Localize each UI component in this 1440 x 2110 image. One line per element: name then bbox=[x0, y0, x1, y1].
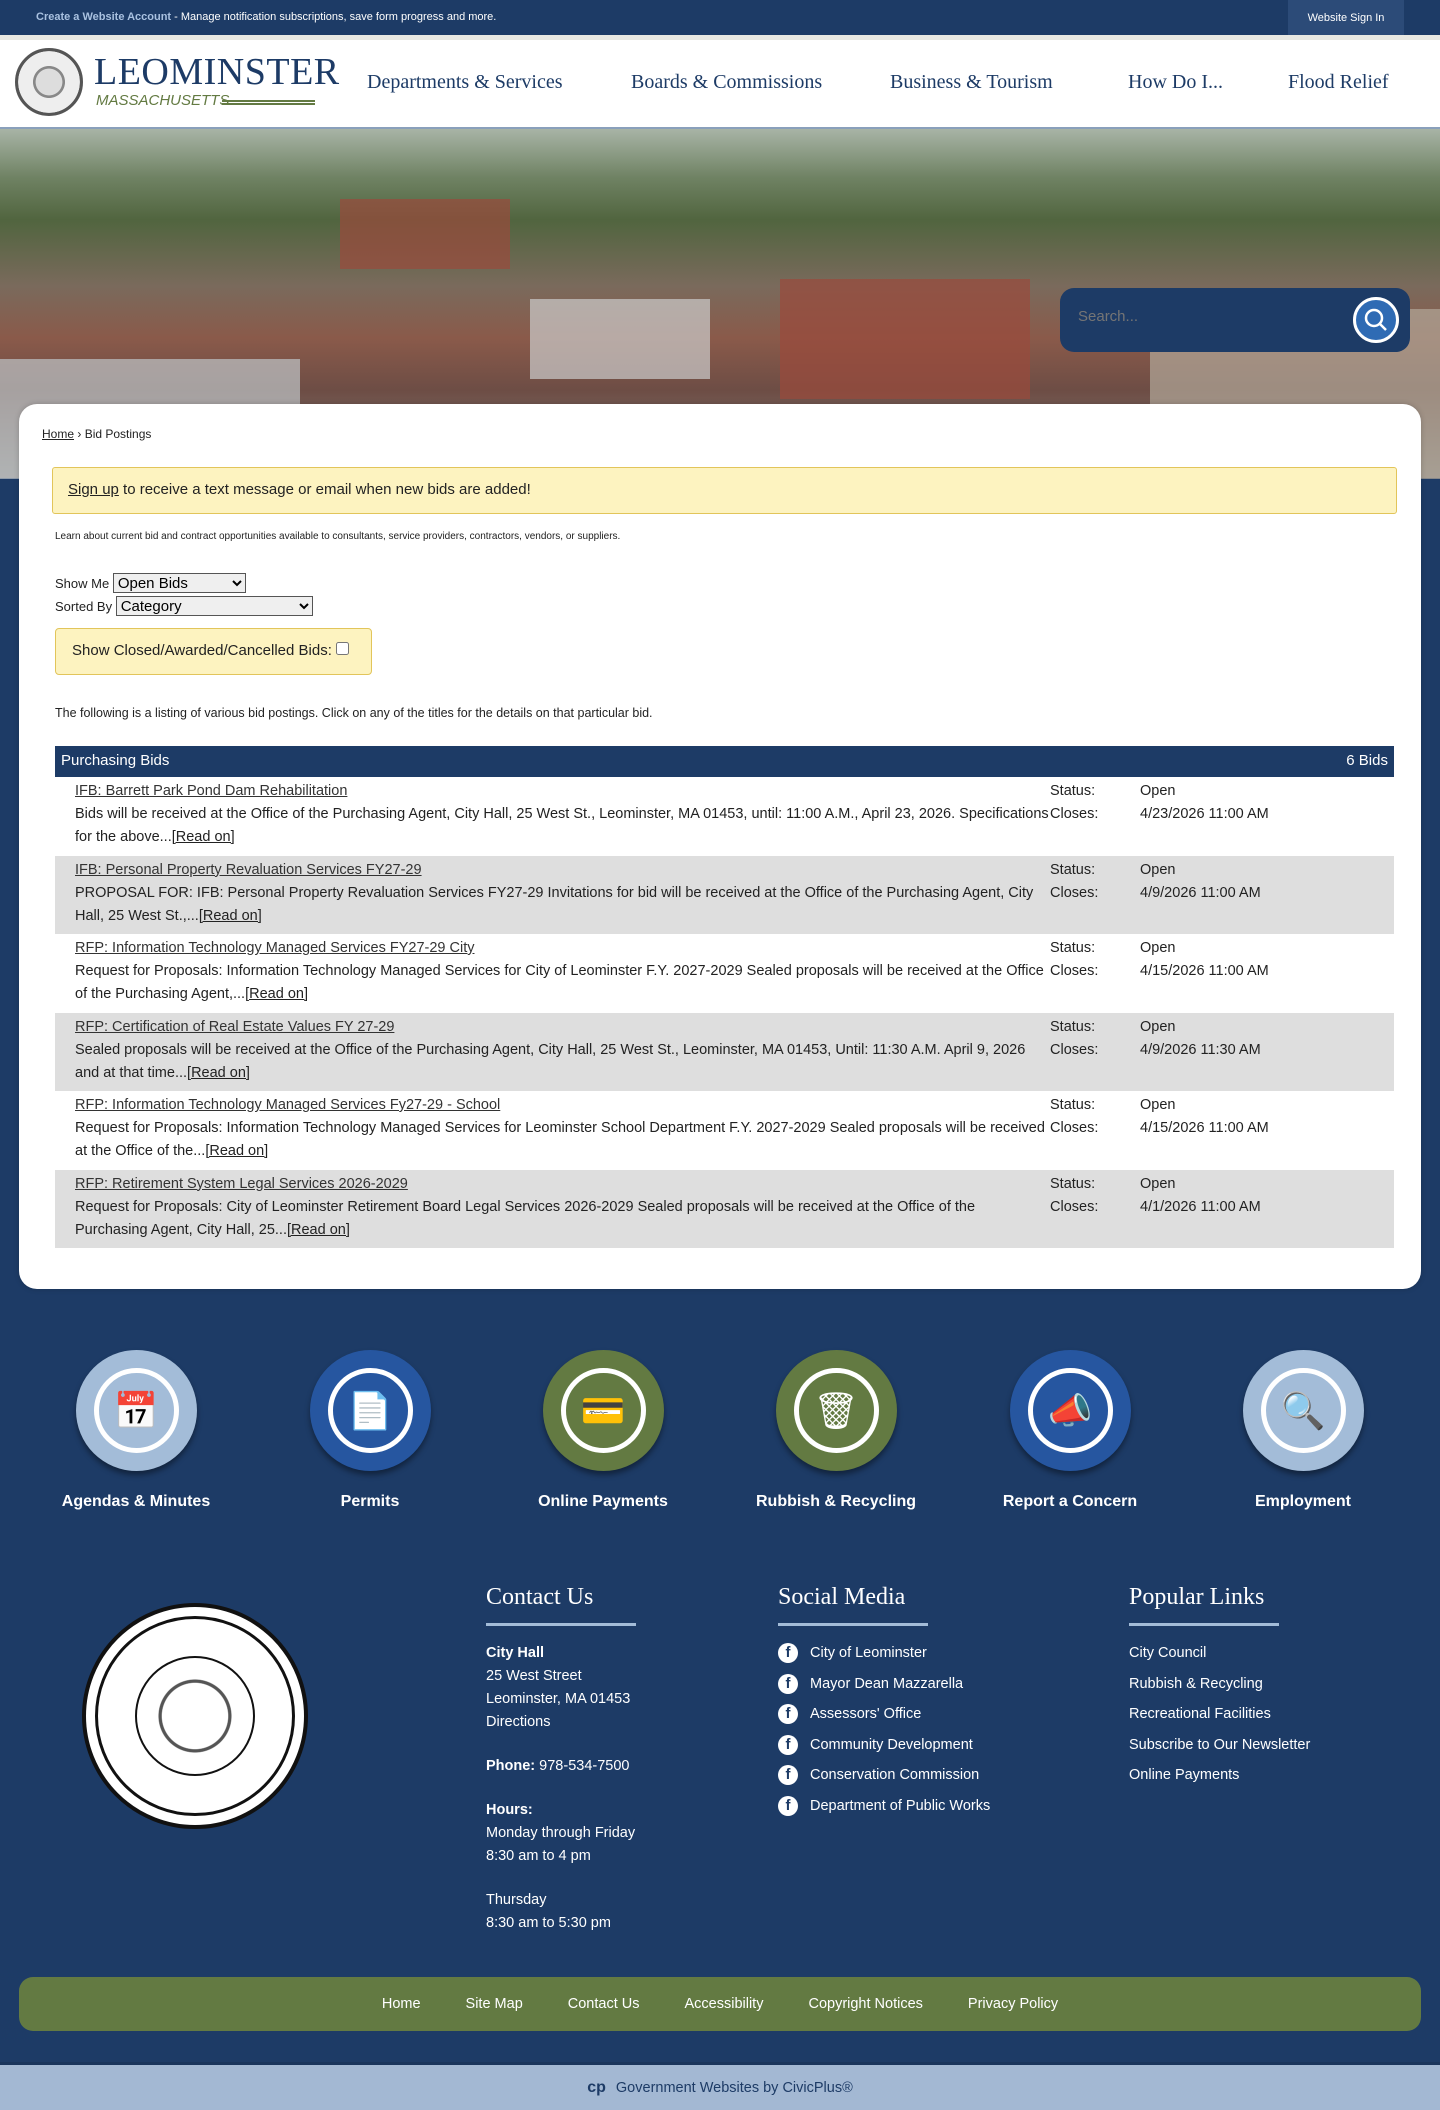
show-me-filter bbox=[55, 573, 246, 593]
civicplus-logo-icon: cp bbox=[587, 2078, 606, 2096]
footer-link[interactable]: Privacy Policy bbox=[967, 1996, 1059, 2012]
quick-link-label: Rubbish & Recycling bbox=[755, 1493, 917, 1510]
bid-category-header bbox=[55, 746, 1394, 777]
social-heading: Social Media bbox=[778, 1584, 928, 1626]
bid-row bbox=[55, 777, 1394, 856]
footer-link[interactable]: Accessibility bbox=[684, 1996, 764, 2012]
status-value: Open bbox=[1140, 783, 1176, 799]
bid-title-link[interactable]: IFB: Personal Property Revaluation Services FY27-29 bbox=[75, 861, 422, 878]
bid-title-link[interactable]: RFP: Information Technology Managed Services FY27-29 City bbox=[75, 940, 475, 956]
bid-status-labels bbox=[1050, 1173, 1098, 1219]
account-message-text: - Manage notification subscriptions, save form progress and more. bbox=[171, 11, 497, 23]
bid-description bbox=[75, 1196, 1050, 1242]
closes-value: 4/1/2026 11:00 AM bbox=[1140, 1198, 1261, 1215]
quick-link-employment[interactable] bbox=[1203, 1350, 1403, 1511]
facebook-icon: f bbox=[778, 1674, 798, 1694]
closes-label: Closes: bbox=[1050, 1041, 1099, 1058]
quick-link-permits[interactable] bbox=[270, 1350, 470, 1511]
bid-description-text: PROPOSAL FOR: IFB: Personal Property Revaluation Services FY27-29 Invitations for bid will be received at the Office of the Purchasing Agent, City Hall, 25 West St.,... bbox=[75, 884, 1034, 924]
bid-row bbox=[55, 1091, 1394, 1170]
show-closed-box bbox=[55, 628, 372, 675]
nav-departments-services[interactable]: Departments & Services bbox=[367, 71, 563, 93]
bid-status-values bbox=[1140, 1173, 1261, 1219]
listing-note: The following is a listing of various bid postings. Click on any of the titles for the details on that particular bid. bbox=[55, 706, 653, 720]
search-button[interactable] bbox=[1353, 297, 1399, 343]
megaphone-icon: 📣 bbox=[1028, 1368, 1113, 1453]
bid-description bbox=[75, 882, 1050, 928]
phone-label: Phone: bbox=[486, 1758, 536, 1774]
closes-value: 4/15/2026 11:00 AM bbox=[1140, 963, 1269, 979]
breadcrumb bbox=[42, 427, 151, 441]
hours-thursday-time: 8:30 am to 5:30 pm bbox=[486, 1915, 611, 1931]
bid-description bbox=[75, 960, 1050, 1006]
closes-value: 4/9/2026 11:00 AM bbox=[1140, 884, 1261, 901]
status-value: Open bbox=[1140, 940, 1176, 956]
status-value: Open bbox=[1140, 861, 1176, 878]
bid-status-labels bbox=[1050, 1016, 1098, 1062]
bid-description-text: Request for Proposals: City of Leominster Retirement Board Legal Services 2026-2029 Sealed proposals will be received at the Office of the Purchasing Agent, City Hall, 25... bbox=[75, 1198, 976, 1238]
status-label: Status: bbox=[1050, 1018, 1096, 1035]
nav-business-tourism[interactable]: Business & Tourism bbox=[890, 71, 1053, 93]
show-me-select[interactable] bbox=[113, 573, 246, 593]
bid-status-values bbox=[1140, 1094, 1269, 1140]
bid-title-link[interactable]: RFP: Certification of Real Estate Values FY 27-29 bbox=[75, 1018, 395, 1035]
popular-link[interactable]: Subscribe to Our Newsletter bbox=[1129, 1736, 1311, 1753]
bid-status-values bbox=[1140, 859, 1261, 905]
website-sign-in-button[interactable]: Website Sign In bbox=[1288, 0, 1404, 35]
sorted-by-filter bbox=[55, 596, 313, 616]
permit-document-icon: 📄 bbox=[328, 1368, 413, 1453]
social-link-label: Mayor Dean Mazzarella bbox=[810, 1675, 964, 1692]
hours-label: Hours: bbox=[486, 1802, 533, 1818]
popular-column bbox=[1129, 1584, 1310, 1791]
search-box bbox=[1060, 288, 1410, 352]
read-on-link[interactable]: [Read on] bbox=[171, 829, 235, 845]
calendar-clock-icon: 📅 bbox=[94, 1368, 179, 1453]
breadcrumb-current: Bid Postings bbox=[84, 427, 152, 441]
directions-link[interactable]: Directions bbox=[486, 1714, 551, 1730]
create-account-link[interactable]: Create a Website Account bbox=[36, 11, 172, 23]
closes-label: Closes: bbox=[1050, 963, 1099, 979]
nav-boards-commissions[interactable]: Boards & Commissions bbox=[631, 71, 823, 93]
contact-city: Leominster, MA 01453 bbox=[486, 1691, 631, 1707]
quick-link-label: Online Payments bbox=[538, 1493, 668, 1510]
bid-status-values bbox=[1140, 937, 1269, 983]
popular-link[interactable]: Recreational Facilities bbox=[1129, 1706, 1271, 1722]
quick-link-label: Report a Concern bbox=[1002, 1493, 1138, 1510]
popular-heading: Popular Links bbox=[1129, 1584, 1279, 1626]
sorted-by-select[interactable] bbox=[116, 596, 313, 616]
status-label: Status: bbox=[1050, 940, 1096, 956]
top-bar bbox=[0, 0, 1440, 35]
closes-value: 4/23/2026 11:00 AM bbox=[1140, 806, 1269, 822]
social-column bbox=[778, 1584, 990, 1821]
resume-search-icon: 🔍 bbox=[1261, 1368, 1346, 1453]
footer-link[interactable]: Site Map bbox=[465, 1996, 523, 2012]
social-link[interactable] bbox=[778, 1730, 990, 1761]
footer-link[interactable]: Copyright Notices bbox=[808, 1996, 923, 2012]
bid-row bbox=[55, 934, 1394, 1013]
city-seal-logo[interactable] bbox=[15, 48, 83, 116]
bid-status-labels bbox=[1050, 780, 1098, 826]
closes-label: Closes: bbox=[1050, 1198, 1099, 1215]
search-icon bbox=[1356, 300, 1396, 340]
quick-link-rubbish-recycling[interactable] bbox=[736, 1350, 936, 1511]
quick-link-circle bbox=[776, 1350, 897, 1471]
closes-label: Closes: bbox=[1050, 884, 1099, 901]
read-on-link[interactable]: [Read on] bbox=[187, 1064, 250, 1081]
quick-link-circle bbox=[543, 1350, 664, 1471]
account-message bbox=[36, 11, 496, 23]
bid-status-labels bbox=[1050, 1094, 1098, 1140]
social-link-label: Community Development bbox=[810, 1736, 973, 1753]
read-on-link[interactable]: [Read on] bbox=[198, 907, 262, 924]
civicplus-link[interactable]: Government Websites by CivicPlus® bbox=[615, 2079, 853, 2096]
city-seal bbox=[82, 1603, 308, 1829]
bid-status-labels bbox=[1050, 937, 1098, 983]
signup-alert bbox=[52, 467, 1397, 514]
status-value: Open bbox=[1140, 1018, 1176, 1035]
search-input[interactable] bbox=[1078, 308, 1338, 325]
bid-count: 6 Bids bbox=[1346, 752, 1388, 769]
bid-title-link[interactable]: RFP: Information Technology Managed Services Fy27-29 - School bbox=[75, 1097, 501, 1113]
brand-state: MASSACHUSETTS bbox=[96, 92, 230, 109]
read-on-link[interactable]: [Read on] bbox=[205, 1143, 269, 1159]
bid-status-values bbox=[1140, 1016, 1261, 1062]
read-on-link[interactable]: [Read on] bbox=[286, 1221, 350, 1238]
civicplus-footer bbox=[0, 2062, 1440, 2110]
bid-description-text: Request for Proposals: Information Technology Managed Services for City of Leominster F.Y. 2027-2029 Sealed proposals will be received at the Office of the Purchasing Agent,... bbox=[75, 963, 1044, 1002]
bid-title-link[interactable]: IFB: Barrett Park Pond Dam Rehabilitation bbox=[75, 783, 348, 799]
bid-list bbox=[55, 777, 1394, 1248]
bid-description bbox=[75, 803, 1050, 849]
sign-up-link[interactable]: Sign up bbox=[68, 481, 119, 498]
status-label: Status: bbox=[1050, 1175, 1096, 1192]
hours-weekday: Monday through Friday bbox=[486, 1825, 636, 1841]
footer-link[interactable]: Home bbox=[381, 1996, 421, 2012]
status-label: Status: bbox=[1050, 783, 1096, 799]
contact-phone bbox=[486, 1755, 636, 1778]
brand-name[interactable]: LEOMINSTER bbox=[94, 51, 340, 93]
bid-row bbox=[55, 1170, 1394, 1249]
quick-link-label: Permits bbox=[340, 1493, 400, 1510]
social-link[interactable] bbox=[778, 1669, 990, 1700]
status-label: Status: bbox=[1050, 861, 1096, 878]
credit-card-icon: 💳 bbox=[561, 1368, 646, 1453]
content-card bbox=[19, 404, 1421, 1289]
status-value: Open bbox=[1140, 1097, 1176, 1113]
contact-heading: Contact Us bbox=[486, 1584, 636, 1626]
social-link-label: Conservation Commission bbox=[810, 1767, 980, 1783]
social-link-label: Department of Public Works bbox=[810, 1797, 991, 1814]
quick-link-label: Agendas & Minutes bbox=[61, 1493, 211, 1510]
social-link[interactable] bbox=[778, 1760, 990, 1791]
bid-status-values bbox=[1140, 780, 1269, 826]
sorted-by-label: Sorted By bbox=[55, 599, 113, 614]
phone-number: 978-534-7500 bbox=[535, 1758, 630, 1774]
bid-description-text: Sealed proposals will be received at the Office of the Purchasing Agent, City Hall, 25 West St., Leominster, MA 01453, Until: 11:30 A.M. April 9, 2026 and at that time... bbox=[75, 1041, 1026, 1081]
quick-link-label: Employment bbox=[1254, 1493, 1351, 1510]
facebook-icon: f bbox=[778, 1735, 798, 1755]
contact-name: City Hall bbox=[486, 1645, 545, 1661]
trash-can-icon: 🗑 bbox=[794, 1368, 879, 1453]
closes-label: Closes: bbox=[1050, 1120, 1099, 1136]
hours-thursday: Thursday bbox=[486, 1892, 547, 1908]
facebook-icon: f bbox=[778, 1796, 798, 1816]
contact-street: 25 West Street bbox=[486, 1668, 582, 1684]
quick-link-report-a-concern[interactable] bbox=[970, 1350, 1170, 1511]
breadcrumb-separator: › bbox=[74, 427, 85, 441]
status-value: Open bbox=[1140, 1175, 1176, 1192]
show-closed-label: Show Closed/Awarded/Cancelled Bids: bbox=[72, 642, 332, 659]
footer-links-bar bbox=[19, 1977, 1421, 2031]
bid-description-text: Request for Proposals: Information Technology Managed Services for Leominster School Department F.Y. 2027-2029 Sealed proposals will be received at the Office of the... bbox=[75, 1120, 1045, 1159]
bid-status-labels bbox=[1050, 859, 1098, 905]
social-link-label: Assessors' Office bbox=[810, 1706, 922, 1722]
quick-link-circle bbox=[310, 1350, 431, 1471]
site-header bbox=[0, 35, 1440, 129]
bid-title-link[interactable]: RFP: Retirement System Legal Services 2026-2029 bbox=[75, 1175, 408, 1192]
alert-text: to receive a text message or email when new bids are added! bbox=[118, 481, 531, 498]
show-me-label: Show Me bbox=[55, 576, 110, 591]
social-link[interactable] bbox=[778, 1791, 990, 1822]
bid-description bbox=[75, 1117, 1050, 1163]
bid-row bbox=[55, 1013, 1394, 1092]
closes-label: Closes: bbox=[1050, 806, 1099, 822]
footer-link[interactable]: Contact Us bbox=[567, 1996, 640, 2012]
popular-link[interactable]: City Council bbox=[1129, 1645, 1207, 1661]
show-closed-checkbox[interactable] bbox=[336, 642, 349, 655]
status-label: Status: bbox=[1050, 1097, 1096, 1113]
bid-description bbox=[75, 1039, 1050, 1085]
bid-description-text: Bids will be received at the Office of the Purchasing Agent, City Hall, 25 West St., Leominster, MA 01453, until: 11:00 A.M., April 23, 2026. Specifications for the above... bbox=[75, 806, 1049, 845]
facebook-icon: f bbox=[778, 1765, 798, 1785]
quick-link-circle bbox=[1010, 1350, 1131, 1471]
quick-link-online-payments[interactable] bbox=[503, 1350, 703, 1511]
read-on-link[interactable]: [Read on] bbox=[245, 986, 308, 1002]
closes-value: 4/9/2026 11:30 AM bbox=[1140, 1041, 1261, 1058]
quick-link-circle bbox=[1243, 1350, 1364, 1471]
facebook-icon: f bbox=[778, 1643, 798, 1663]
quick-link-circle bbox=[76, 1350, 197, 1471]
facebook-icon: f bbox=[778, 1704, 798, 1724]
contact-column bbox=[486, 1584, 636, 1935]
brand-divider bbox=[222, 100, 315, 105]
hours-weekday-time: 8:30 am to 4 pm bbox=[486, 1848, 591, 1864]
social-link[interactable] bbox=[778, 1699, 990, 1730]
nav-how-do-i[interactable]: How Do I... bbox=[1128, 71, 1223, 93]
popular-link[interactable]: Online Payments bbox=[1129, 1767, 1240, 1783]
popular-link[interactable]: Rubbish & Recycling bbox=[1129, 1675, 1263, 1692]
nav-flood-relief[interactable]: Flood Relief bbox=[1288, 71, 1389, 93]
bid-category-title: Purchasing Bids bbox=[61, 752, 170, 769]
intro-text: Learn about current bid and contract opportunities available to consultants, service providers, contractors, vendors, or suppliers. bbox=[55, 531, 621, 542]
social-link-label: City of Leominster bbox=[810, 1645, 927, 1661]
closes-value: 4/15/2026 11:00 AM bbox=[1140, 1120, 1269, 1136]
social-link[interactable] bbox=[778, 1638, 990, 1669]
breadcrumb-home[interactable]: Home bbox=[42, 427, 75, 441]
quick-link-agendas-minutes[interactable] bbox=[36, 1350, 236, 1511]
bid-row bbox=[55, 856, 1394, 935]
